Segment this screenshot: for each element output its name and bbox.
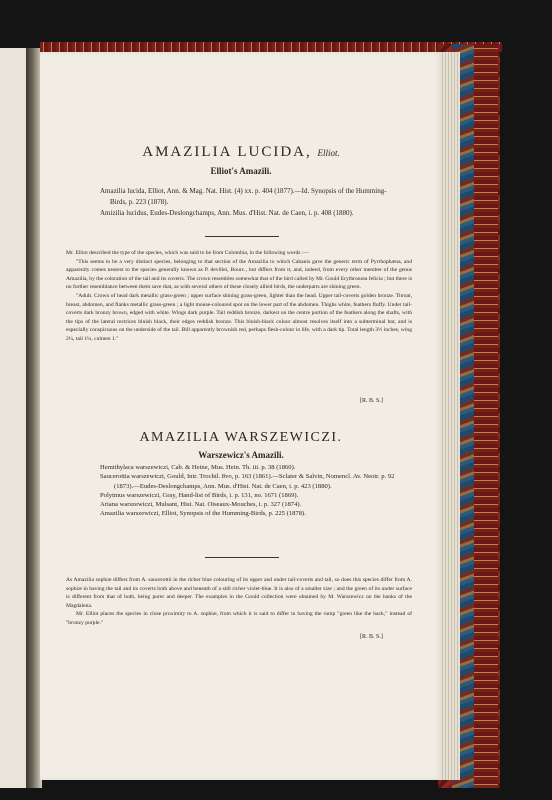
- paragraph: As Amazilia sophiæ differs from A. saucerottii in the richer blue colouring of its upper and under tail-coverts and tail, so does this species differ from A. sophiæ in having the tail and its coverts both above and beneath of a still richer violet-blue. It is also of a smaller size ; and the green of its under surface is different from that of both, being purer and deeper. The examples in the Gould collection were obtained by M. Warszewicz on the banks of the Magdalena.: [66, 577, 412, 609]
- paragraph: "Adult. Crown of head dark metallic grass-green ; upper surface shining grass-green, lighter than the head. Upper tail-coverts golden bronze. Throat, breast, abdomen, and flanks metallic grass-green ; a light mouse-coloured spot on the lower part of the abdomen. Thighs white, feathers fluffy. Under tail-coverts dark bronzy brown, edged with white. Wings dark purple. Tail reddish bronze, darkest on the centre portion of the feathers along the shafts, with the tips of the lateral rectrices bluish black, their edges reddish bronze. This bluish-black colour almost resolves itself into a subterminal bar, and is especially conspicuous on the underside of the tail. Bill apparently brownish red, perhaps flesh-colour in life, with a dark tip. Total length 3½ inches, wing 2¼, tail 1¼, culmen 1.": [66, 292, 412, 342]
- species-name-1: AMAZILIA LUCIDA,: [142, 144, 312, 160]
- paragraph: Mr. Elliot places the species in close proximity to A. sophiæ, from which it is said to differ in having the rump "green like the back," instead of "bronzy purple.": [66, 611, 412, 626]
- common-name-1: Elliot's Amazili.: [210, 166, 272, 176]
- page-stack-edge: [440, 52, 460, 780]
- synonym-entry: Amizilia lucidus, Eudes-Deslongchamps, Ann. Mus. d'Hist. Nat. de Caen, i. p. 408 (1880).: [100, 209, 354, 217]
- synonym-entry: Amazilia warszewiczi, Elliot, Synopsis of the Humming-Birds, p. 225 (1878).: [100, 510, 306, 518]
- cover-top-edge: [40, 42, 502, 52]
- paragraph: Mr. Elliot described the type of the species, which was said to be from Colombia, in the following words :—: [66, 250, 309, 256]
- paragraph: "This seems to be a very distinct species, belonging to that section of the Amazilia to which Cabanis gave the generic term of Pyrrhophæna, and apparently comes nearest to the species generally known as P. devillei, Bourc., but differs from it, and, indeed, from every other member of the genus Amazilia, by the coloration of the tail and its coverts. The crown resembles somewhat that of the bird called by Mr. Gould Erythronota felicia ; but there is no further resemblance between them save that, as with several others of these closely allied birds, the underparts are shining green.: [66, 258, 412, 291]
- initials-1: [R. B. S.]: [360, 398, 383, 404]
- synonym-entry: Amazilia lucida, Elliot, Ann. & Mag. Nat. Hist. (4) xx. p. 404 (1877).—Id. Synopsis of the Humming-Birds, p. 223 (1878).: [100, 187, 387, 206]
- left-page-edge: [0, 48, 27, 788]
- divider-rule: [205, 236, 279, 237]
- species-title-2: AMAZILIA WARSZEWICZI.: [139, 430, 343, 445]
- initials-2: [R. B. S.]: [360, 634, 383, 640]
- synonymy-2: [100, 463, 410, 519]
- synonym-entry: Ariana warszewiczi, Mulsant, Hist. Nat. Oiseaux-Mouches, i. p. 327 (1874).: [100, 501, 302, 509]
- description-1: [66, 249, 412, 344]
- species-title-1: [40, 144, 442, 161]
- synonym-entry: Saucerottia warszewiczi, Gould, Intr. Trochil. 8vo, p. 163 (1861).—Sclater & Salvin, Nomencl. Av. Neotr. p. 92 (1873).—Eudes-Deslongchamps, Ann. Mus. d'Hist. Nat. de Caen, i. p. 423 (1880).: [100, 473, 395, 490]
- description-2: [66, 576, 412, 628]
- book-page: [40, 52, 442, 780]
- synonym-entry: Polytmus warszewiczi, Gray, Hand-list of Birds, i. p. 131, no. 1671 (1869).: [100, 491, 299, 499]
- synonym-entry: Hemithylaca warszewiczi, Cab. & Heine, Mus. Hein. Th. iii. p. 38 (1860).: [100, 464, 296, 471]
- divider-rule: [205, 557, 279, 558]
- synonymy-1: [100, 186, 400, 220]
- species-author-1: Elliot.: [317, 148, 340, 158]
- common-name-2: Warszewicz's Amazili.: [198, 450, 284, 460]
